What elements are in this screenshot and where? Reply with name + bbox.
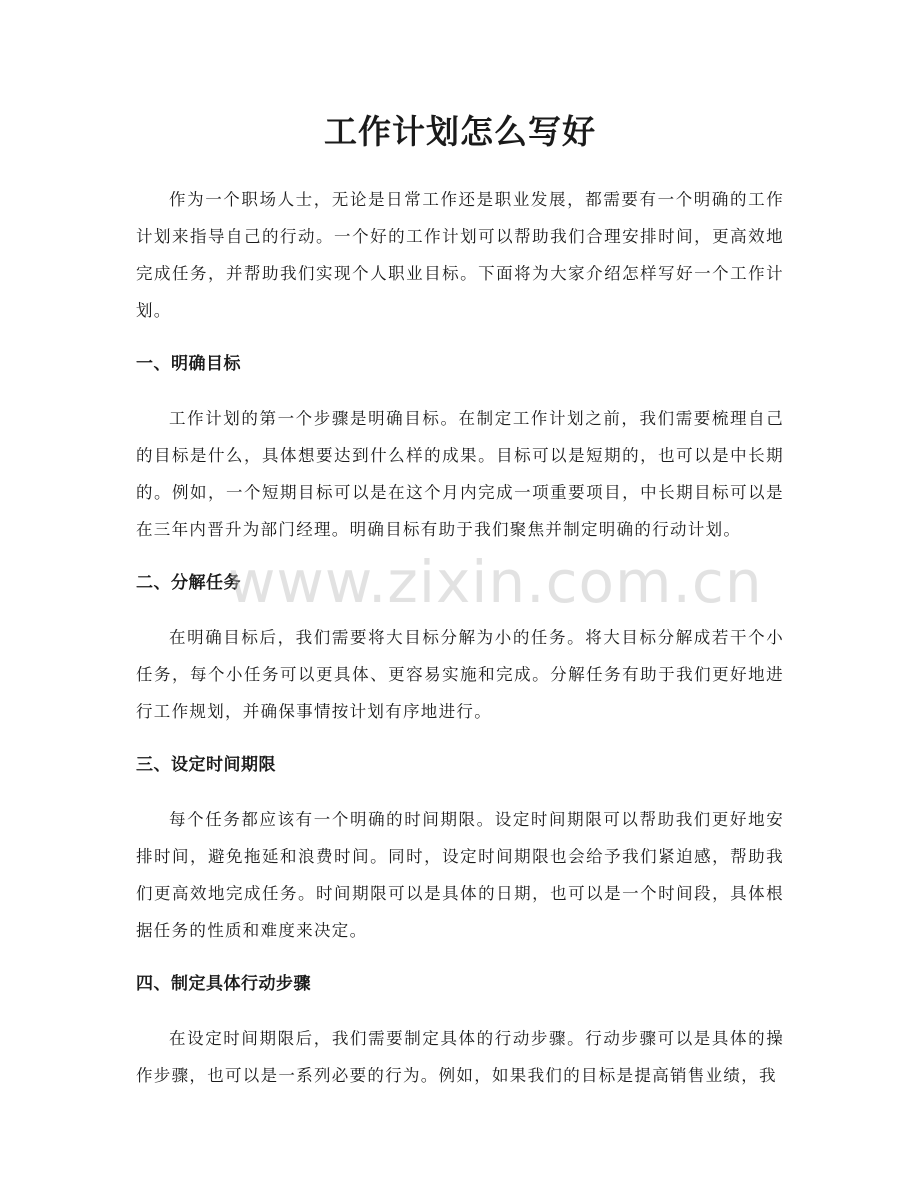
section-heading-2: 二、分解任务 bbox=[136, 573, 241, 593]
intro-paragraph: 作为一个职场人士，无论是日常工作还是职业发展，都需要有一个明确的工作计划来指导自己的行动。一个好的工作计划可以帮助我们合理安排时间，更高效地完成任务，并帮助我们实现个人职业目标。下面将为大家介绍怎样写好一个工作计划。 bbox=[136, 190, 784, 320]
site-watermark: www.zixin.com.cn bbox=[228, 548, 763, 616]
section-heading-1: 一、明确目标 bbox=[136, 354, 241, 374]
section-paragraph-1: 工作计划的第一个步骤是明确目标。在制定工作计划之前，我们需要梳理自己的目标是什么，具体想要达到什么样的成果。目标可以是短期的，也可以是中长期的。例如，一个短期目标可以是在这个月内完成一项重要项目，中长期目标可以是在三年内晋升为部门经理。明确目标有助于我们聚焦并制定明确的行动计划。 bbox=[136, 409, 784, 539]
document-title: 工作计划怎么写好 bbox=[324, 112, 596, 151]
document-body bbox=[136, 181, 784, 1094]
section-heading-3: 三、设定时间期限 bbox=[136, 755, 276, 775]
section-paragraph-4: 在设定时间期限后，我们需要制定具体的行动步骤。行动步骤可以是具体的操作步骤，也可以是一系列必要的行为。例如，如果我们的目标是提高销售业绩，我 bbox=[136, 1029, 784, 1085]
section-paragraph-2: 在明确目标后，我们需要将大目标分解为小的任务。将大目标分解成若干个小任务，每个小任务可以更具体、更容易实施和完成。分解任务有助于我们更好地进行工作规划，并确保事情按计划有序地进行。 bbox=[136, 628, 784, 721]
section-paragraph-3: 每个任务都应该有一个明确的时间期限。设定时间期限可以帮助我们更好地安排时间，避免拖延和浪费时间。同时，设定时间期限也会给予我们紧迫感，帮助我们更高效地完成任务。时间期限可以是具体的日期，也可以是一个时间段，具体根据任务的性质和难度来决定。 bbox=[136, 810, 784, 940]
section-heading-4: 四、制定具体行动步骤 bbox=[136, 974, 311, 994]
